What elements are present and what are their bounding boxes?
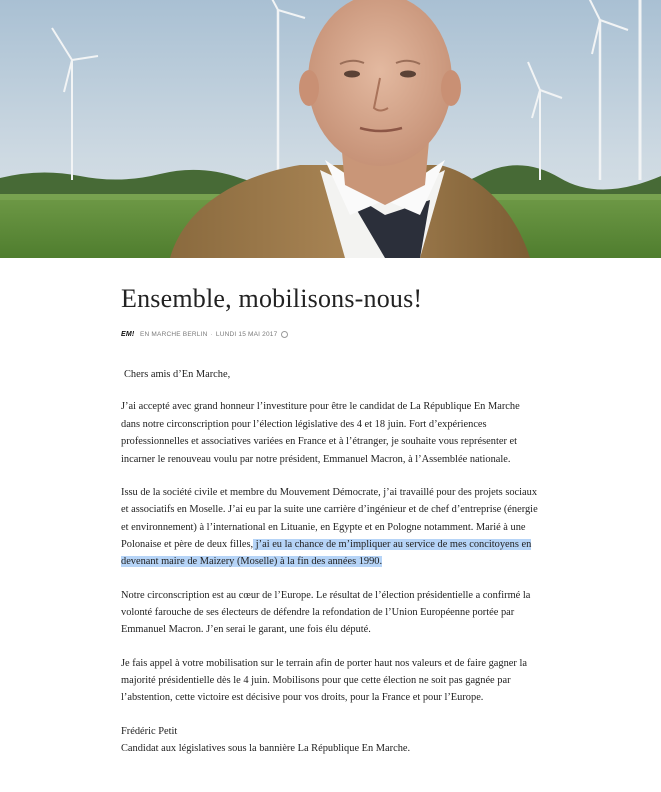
hero-illustration [0, 0, 661, 258]
article-meta [121, 328, 541, 340]
article-body [121, 366, 541, 758]
selected-text-highlight[interactable]: j’ai eu la chance de m’impliquer au service de mes concitoyens en devenant maire de Maizery (Moselle) à la fin des années 1990. [121, 539, 532, 568]
hero-image [0, 0, 661, 258]
article-title: Ensemble, mobilisons-nous! [121, 284, 423, 313]
paragraph-2-text: Issu de la société civile et membre du Mouvement Démocrate, j’ai travaillé pour des projets sociaux et associatifs en Moselle. J’ai eu par la suite une carrière d’ingénieur et de chef d’entreprise (énergie et environnement) à l’international en Lituanie, en Egypte et en Pologne notamment. Marié à une Polonaise et père de deux filles, [121, 486, 538, 551]
signature-role: Candidat aux législatives sous la bannière La République En Marche. [121, 743, 411, 755]
publish-date: LUNDI 15 MAI 2017 [215, 330, 278, 338]
signature-name: Frédéric Petit [121, 725, 178, 737]
paragraph-4: Je fais appel à votre mobilisation sur le terrain afin de porter haut nos valeurs et de faire gagner la majorité présidentielle dès le 4 juin. Mobilisons pour que cette élection ne soit pas gagnée par l’abstention, cette victoire est décisive pour vos droits, pour la France et pour l’Europe. [121, 657, 527, 704]
paragraph-3: Notre circonscription est au cœur de l’Europe. Le résultat de l’élection présidentielle a confirmé la volonté farouche de ses électeurs de défendre la refondation de l’Union Européenne portée par Emmanuel Macron. J’en serai le garant, une fois élu député. [121, 589, 531, 636]
paragraph-2 [121, 484, 541, 571]
signature [121, 723, 541, 758]
clock-icon [281, 331, 288, 338]
meta-separator: · [210, 330, 213, 338]
greeting: Chers amis d’En Marche, [124, 369, 231, 380]
paragraph-1: J’ai accepté avec grand honneur l’investiture pour être le candidat de La République En Marche dans notre circonscription pour l’élection législative des 4 et 18 juin. Fort d’expériences professionnelles et associatives variées en France et à l’étranger, je souhaite vous représenter et incarner le renouveau voulu par notre président, Emmanuel Macron, à l’Assemblée nationale. [121, 401, 520, 465]
en-marche-logo: EM! [121, 330, 135, 338]
author-link[interactable]: EN MARCHE BERLIN [140, 330, 208, 338]
article [121, 258, 541, 773]
